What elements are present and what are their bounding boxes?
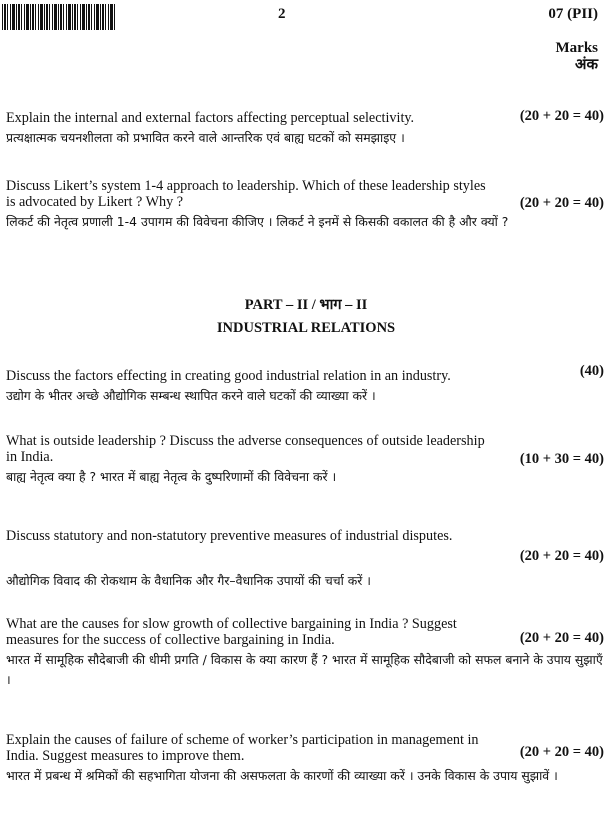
question-1	[6, 110, 604, 148]
marks-header	[556, 40, 599, 74]
question-7	[6, 732, 604, 786]
question-english: What is outside leadership ? Discuss the adverse consequences of outside leadership in India. (10 + 30 = 40)	[6, 433, 604, 467]
question-english: Discuss the factors effecting in creating good industrial relation in an industry. (40)	[6, 363, 604, 384]
question-marks: (20 + 20 = 40)	[519, 630, 604, 646]
question-hindi: भारत में सामूहिक सौदेबाजी की धीमी प्रगति / विकास के क्या कारण हैं ? भारत में सामूहिक सौदेबाजी को सफल बनाने के उपाय सुझाएँ ।	[6, 652, 603, 687]
question-marks: (10 + 30 = 40)	[519, 451, 604, 467]
barcode	[2, 4, 115, 30]
question-3	[6, 363, 604, 406]
question-marks: (20 + 20 = 40)	[519, 108, 604, 124]
question-marks: (40)	[579, 363, 604, 379]
part-title: INDUSTRIAL RELATIONS	[216, 320, 396, 336]
page-number: 2	[278, 6, 286, 22]
question-hindi: उद्योग के भीतर अच्छे औद्योगिक सम्बन्ध स्थापित करने वाले घटकों की व्याख्या करें ।	[6, 388, 376, 403]
question-english: Explain the internal and external factors affecting perceptual selectivity. (20 + 20 = 40)	[6, 108, 604, 126]
question-2	[6, 178, 604, 232]
question-english: What are the causes for slow growth of collective bargaining in India ? Suggest measures for the success of collective bargaining in India. (20 + 20 = 40)	[6, 616, 604, 648]
paper-code: 07 (PII)	[548, 6, 598, 22]
question-6	[6, 616, 604, 690]
question-english: Discuss statutory and non-statutory preventive measures of industrial disputes.	[6, 528, 453, 544]
part-heading-text: PART – II / भाग – II	[244, 297, 368, 313]
question-marks: (20 + 20 = 40)	[519, 195, 604, 211]
marks-label-en: Marks	[555, 40, 598, 56]
question-hindi: भारत में प्रबन्ध में श्रमिकों की सहभागिता योजना की असफलता के कारणों की व्याख्या करें । उनके विकास के उपाय सुझावें ।	[6, 768, 558, 783]
question-hindi: औद्योगिक विवाद की रोकथाम के वैधानिक और गैर–वैधानिक उपायों की चर्चा करें ।	[6, 573, 372, 588]
part-heading	[0, 294, 612, 314]
question-4	[6, 433, 604, 487]
marks-label-hi: अंक	[575, 57, 598, 73]
question-hindi: बाह्य नेतृत्व क्या है ? भारत में बाह्य नेतृत्व के दुष्परिणामों की विवेचना करें ।	[6, 469, 337, 484]
question-5	[6, 528, 604, 591]
question-english: Explain the causes of failure of scheme of worker’s participation in management in India. Suggest measures to improve them. (20 + 20 = 40)	[6, 732, 604, 764]
question-english: Discuss Likert’s system 1-4 approach to leadership. Which of these leadership styles is advocated by Likert ? Why ? (20 + 20 = 40)	[6, 178, 604, 211]
question-hindi: प्रत्यक्षात्मक चयनशीलता को प्रभावित करने वाले आन्तरिक एवं बाह्य घटकों को समझाइए ।	[6, 130, 405, 145]
question-marks: (20 + 20 = 40)	[519, 744, 604, 760]
question-hindi: लिकर्ट की नेतृत्व प्रणाली 1-4 उपागम की विवेचना कीजिए । लिकर्ट ने इनमें से किसकी वकालत की है और क्यों ?	[6, 214, 509, 229]
question-marks: (20 + 20 = 40)	[519, 548, 604, 564]
